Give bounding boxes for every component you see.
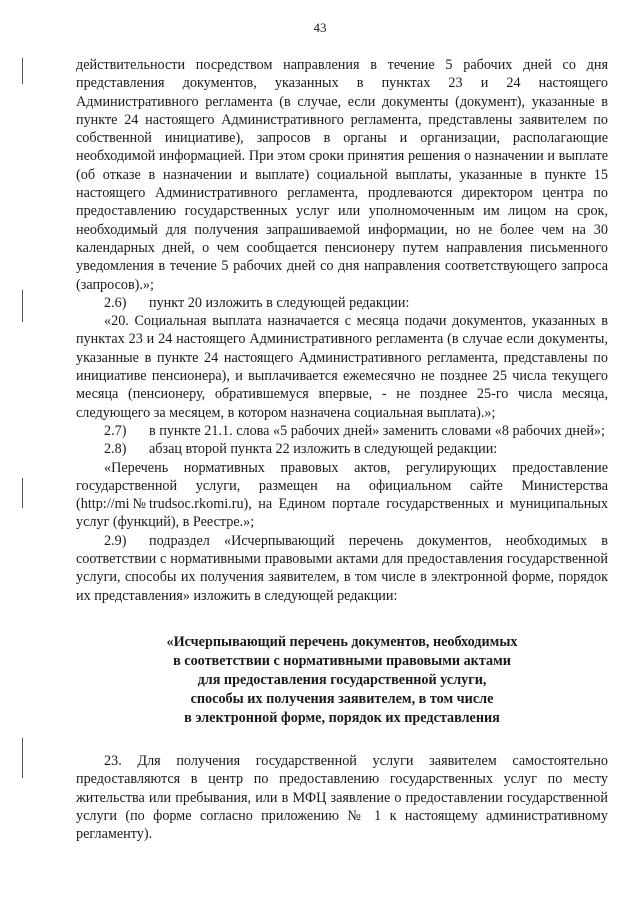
quote-paragraph-22: «Перечень нормативных правовых актов, регулирующих предоставление государственной услуги, размещен на официальном сайте Министерства (http://mi№trudsoc.rkomi.ru), на Едином портале государственных и муниципальных услуг (функций), в Реестре.»; xyxy=(76,459,608,531)
heading-line: «Исчерпывающий перечень документов, необходимых xyxy=(166,633,518,650)
item-text: в пункте 21.1. слова «5 рабочих дней» заменить словами «8 рабочих дней»; xyxy=(149,422,605,439)
heading-line: в электронной форме, порядок их представления xyxy=(184,709,500,726)
item-text: подраздел «Исчерпывающий перечень документов, необходимых в соответствии с нормативными правовыми актами для предоставления государственной услуги, способы их получения заявителем, в том числе в электронной форме, порядок их представления» изложить в следующей редакции: xyxy=(76,532,608,604)
heading-line: для предоставления государственной услуги, xyxy=(197,671,487,688)
item-number: 2.9) xyxy=(104,532,127,549)
heading-line: в соответствии с нормативными правовыми актами xyxy=(173,652,511,669)
scan-mark xyxy=(22,290,23,322)
item-number: 2.7) xyxy=(104,422,127,439)
item-2-7 xyxy=(76,422,608,440)
item-2-9 xyxy=(76,532,608,605)
heading-line: способы их получения заявителем, в том числе xyxy=(190,690,494,707)
item-text: абзац второй пункта 22 изложить в следующей редакции: xyxy=(149,441,498,458)
paragraph-23: 23. Для получения государственной услуги заявителем самостоятельно предоставляются в центр по предоставлению государственных услуг по месту жительства или пребывания, или в МФЦ заявление о предоставлении государственной услуги (по форме согласно приложению № 1 к настоящему административному регламенту). xyxy=(76,752,608,843)
scan-mark xyxy=(22,58,23,84)
section-heading xyxy=(76,633,608,728)
scan-mark xyxy=(22,478,23,508)
document-body xyxy=(76,56,608,843)
quote-paragraph-20: «20. Социальная выплата назначается с месяца подачи документов, указанных в пунктах 23 и 24 настоящего Административного регламента (в случае если документы, указанные в пункте 24 настоящего Административного регламента, представлены по инициативе пенсионера), и выплачивается ежемесячно не позднее 25 числа текущего месяца (пенсионеру, обратившемуся впервые, - не позднее 25-го числа месяца, следующего за месяцем, в котором назначена социальная выплата).»; xyxy=(76,313,608,421)
item-2-6 xyxy=(76,294,608,312)
item-2-8 xyxy=(76,440,608,458)
page-number: 43 xyxy=(313,20,327,35)
scan-mark xyxy=(22,738,23,778)
item-text: пункт 20 изложить в следующей редакции: xyxy=(149,294,410,311)
item-number: 2.6) xyxy=(104,294,127,311)
item-number: 2.8) xyxy=(104,441,127,458)
continuation-paragraph: действительности посредством направления в течение 5 рабочих дней со дня представления документов, указанных в пунктах 23 и 24 настоящего Административного регламента (в случае, если документы (документ), указанные в пункте 24 настоящего Административного регламента, представлены заявителем по собственной инициативе), запросов в органы и организации, располагающие необходимой информацией. При этом сроки принятия решения о назначении и выплате (об отказе в назначении и выплате) социальной выплаты, указанные в пункте 15 настоящего Административного регламента, продлеваются директором центра по предоставлению государственных услуг или уполномоченным им лицом на срок, необходимый для получения запрашиваемой информации, но не более чем на 30 календарных дней, о чем сообщается пенсионеру путем направления письменного уведомления в течение 5 рабочих дней со дня направления соответствующего запроса (запросов).»; xyxy=(76,57,608,293)
